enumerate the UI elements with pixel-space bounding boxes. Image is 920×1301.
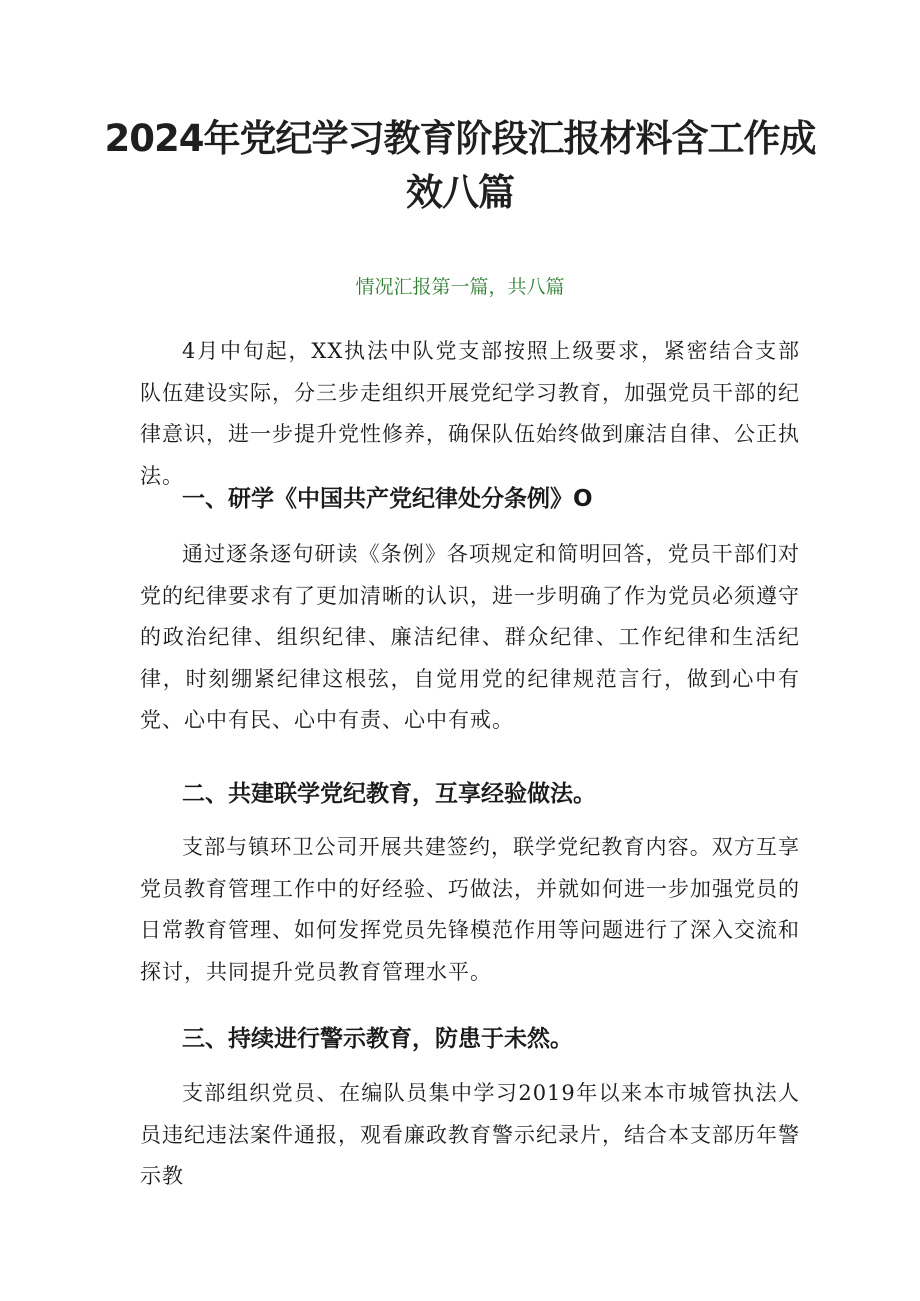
section-heading-2: 二、共建联学党纪教育，互享经验做法。: [182, 781, 596, 807]
paragraph-section-1: 通过逐条逐句研读《条例》各项规定和简明回答，党员干部们对党的纪律要求有了更加清晰的认识，进一步明确了作为党员必须遵守的政治纪律、组织纪律、廉洁纪律、群众纪律、工作纪律和生活纪律，时刻绷紧纪律这根弦，自觉用党的纪律规范言行，做到心中有党、心中有民、心中有责、心中有戒。: [140, 542, 800, 732]
document-subtitle: 情况汇报第一篇，共八篇: [355, 276, 565, 298]
paragraph-section-3: 支部组织党员、在编队员集中学习2019年以来本市城管执法人员违纪违法案件通报，观看廉政教育警示纪录片，结合本支部历年警示教: [140, 1081, 800, 1188]
document-title: 2024年党纪学习教育阶段汇报材料含工作成效八篇: [104, 117, 816, 214]
section-heading-1: 一、研学《中国共产党纪律处分条例》O: [182, 486, 593, 512]
paragraph-section-2: 支部与镇环卫公司开展共建签约，联学党纪教育内容。双方互享党员教育管理工作中的好经验、巧做法，并就如何进一步加强党员的日常教育管理、如何发挥党员先锋模范作用等问题进行了深入交流和探讨，共同提升党员教育管理水平。: [140, 835, 800, 984]
section-heading-3: 三、持续进行警示教育，防患于未然。: [182, 1026, 573, 1052]
paragraph-intro: 4月中旬起，XX执法中队党支部按照上级要求，紧密结合支部队伍建设实际，分三步走组织开展党纪学习教育，加强党员干部的纪律意识，进一步提升党性修养，确保队伍始终做到廉洁自律、公正执法。: [140, 339, 800, 488]
